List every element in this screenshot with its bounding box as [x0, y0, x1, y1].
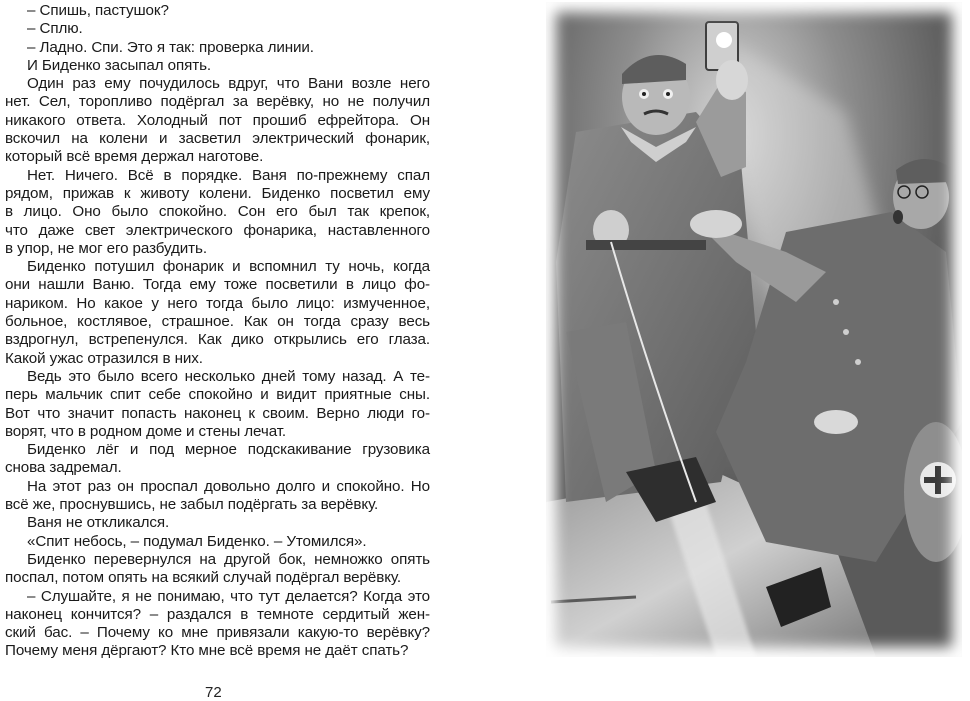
- text-line: «Спит небось, – подумал Биденко. – Утомился».: [27, 532, 367, 550]
- text-line: Ваня не откликался.: [27, 514, 170, 532]
- text-line: Ведь это было всего несколько дней тому назад. А те-: [27, 367, 430, 385]
- text-line: что даже свет электрического фонарика, наставленного: [5, 221, 430, 239]
- text-line: Почему меня дёргают? Кто мне всё время не даёт спать?: [5, 642, 409, 660]
- text-line: – Ладно. Спи. Это я так: проверка линии.: [27, 38, 314, 56]
- text-line: – Спишь, пастушок?: [27, 2, 169, 19]
- text-line: Биденко потушил фонарик и вспомнил ту ночь, когда: [27, 258, 430, 276]
- text-line: ворят, что в родном доме и стены лечат.: [5, 422, 287, 440]
- text-line: Биденко перевернулся на другой бок, немножко опять: [27, 550, 430, 568]
- text-line: вздрогнул, встрепенулся. Как дико открылись его глаза.: [5, 331, 430, 349]
- text-line: перь мальчик спит себе спокойно и видит приятные сны.: [5, 386, 430, 404]
- text-line: ский бас. – Почему ко мне привязали какую-то верёвку?: [5, 624, 430, 642]
- text-line: который всё время держал наготове.: [5, 148, 264, 166]
- book-text-column: [5, 2, 430, 661]
- text-line: вскочил на колени и засветил электрический фонарик,: [5, 130, 430, 148]
- text-line: На этот раз он проспал довольно долго и спокойно. Но: [27, 477, 430, 495]
- text-line: никакого ответа. Холодный пот прошиб ефрейтора. Он: [5, 111, 430, 129]
- text-line: в лицо. Оно было спокойно. Сон его был так крепок,: [5, 203, 430, 221]
- text-line: всё же, проснувшись, не забыл подёргать за верёвку.: [5, 496, 379, 514]
- text-line: нет. Сел, торопливо подёргал за верёвку, но не получил: [5, 93, 430, 111]
- illustration-scene: [546, 2, 962, 657]
- text-line: – Сплю.: [27, 20, 83, 38]
- text-line: больное, костлявое, страшное. Как он тогда сразу весь: [5, 313, 430, 331]
- text-line: Биденко лёг и под мерное подскакивание грузовика: [27, 441, 430, 459]
- page-number: 72: [205, 684, 222, 701]
- text-line: рядом, прижав к животу колени. Биденко посветил ему: [5, 184, 430, 202]
- text-line: – Слушайте, я не понимаю, что тут делается? Когда это: [27, 587, 430, 605]
- text-line: снова задремал.: [5, 459, 122, 477]
- text-line: Какой ужас отразился в них.: [5, 349, 203, 367]
- text-line: они нашли Ваню. Тогда ему тоже посветили в лицо фо-: [5, 276, 430, 294]
- text-line: И Биденко засыпал опять.: [27, 56, 212, 74]
- text-line: поспал, потом опять на всякий случай подёргал верёвку.: [5, 569, 401, 587]
- text-line: Один раз ему почудилось вдруг, что Вани возле него: [27, 75, 430, 93]
- book-illustration: [546, 2, 962, 657]
- text-line: в упор, не мог его разбудить.: [5, 239, 207, 257]
- text-line: нариком. Но какое у него тогда было лицо: измученное,: [5, 294, 430, 312]
- text-line: наконец кончится? – раздался в темноте сердитый жен-: [5, 605, 430, 623]
- text-line: Вот что значит попасть наконец к своим. Верно люди го-: [5, 404, 430, 422]
- text-line: Нет. Ничего. Всё в порядке. Ваня по-прежнему спал: [27, 166, 430, 184]
